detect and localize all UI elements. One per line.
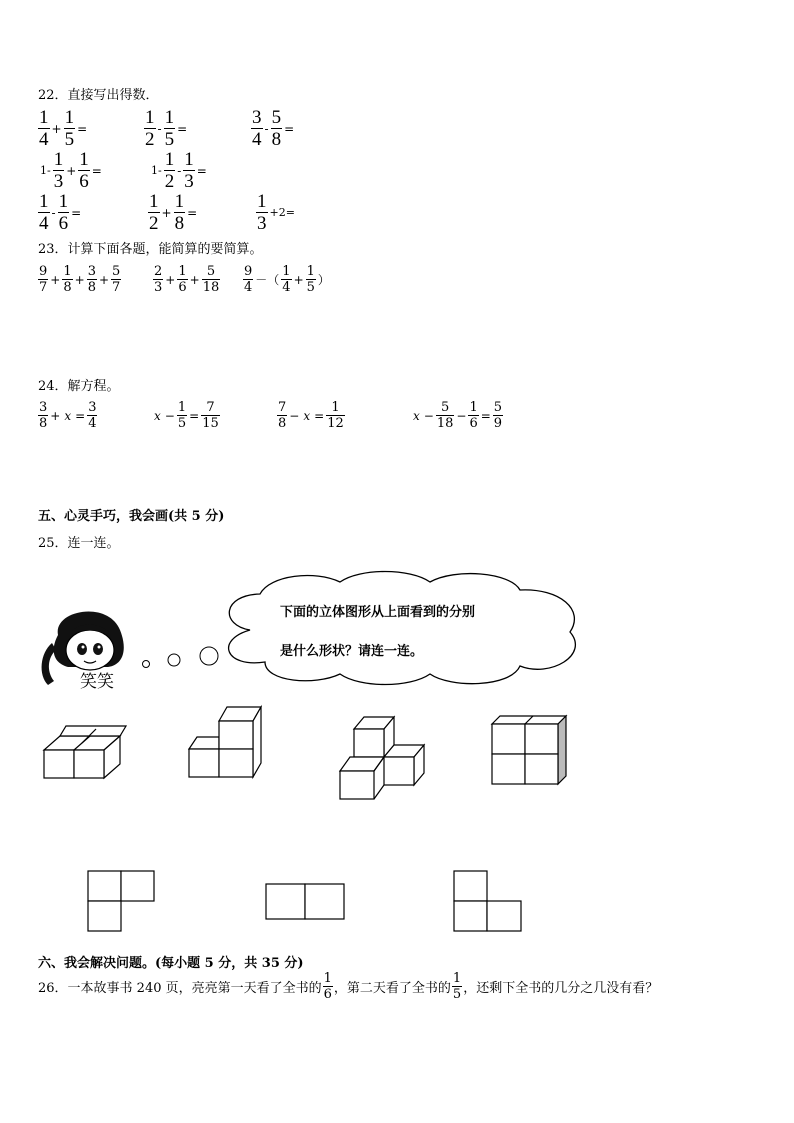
q24-e1: $\frac{3}{8}$ + x = $\frac{3}{4}$	[39, 400, 97, 431]
q26-text: 26．一本故事书 240 页，亮亮第一天看了全书的 $\frac{1}{6}$ ，第二天看了全书的 $\frac{1}{5}$ ，还剩下全书的几分之几没有看？	[38, 971, 659, 1002]
q22-r2-e1: 1- $\frac{1}{3}$ + $\frac{1}{6}$ =	[40, 149, 102, 192]
girl-name-label: 笑笑	[80, 672, 114, 692]
solid-shape-2	[189, 705, 269, 785]
q22-title: 22．直接写出得数．	[38, 88, 159, 103]
top-view-2	[265, 882, 347, 922]
q24-e2: x − $\frac{1}{5}$ = $\frac{7}{15}$	[154, 400, 219, 431]
q24-e3: $\frac{7}{8}$ − x = $\frac{1}{12}$	[278, 400, 344, 431]
q23-e3: $\frac{9}{4}$ －（ $\frac{1}{4}$ + $\frac{1}{5}$ ）	[244, 264, 330, 295]
q25-title: 25．连一连。	[38, 536, 120, 551]
q22-r3-e1: $\frac{1}{4}$ - $\frac{1}{6}$ =	[39, 191, 82, 234]
thought-cloud	[220, 570, 580, 688]
top-view-1	[88, 869, 158, 935]
thought-dots	[138, 644, 222, 672]
q23-e1: $\frac{9}{7}$ + $\frac{1}{8}$ + $\frac{3}{8}$ + $\frac{5}{7}$	[39, 264, 121, 295]
section-6-title: 六、我会解决问题。(每小题 5 分，共 35 分)	[38, 956, 304, 971]
q22-r3-e3: $\frac{1}{3}$ +2=	[257, 191, 295, 234]
solid-shape-3	[340, 715, 430, 803]
top-view-3	[453, 869, 525, 935]
q22-r3-e2: $\frac{1}{2}$ + $\frac{1}{8}$ =	[149, 191, 198, 234]
q23-title: 23．计算下面各题，能简算的要简算。	[38, 242, 263, 257]
q24-e4: x − $\frac{5}{18}$ − $\frac{1}{6}$ = $\frac{5}{9}$	[413, 400, 503, 431]
q22-r1-e1: $\frac{1}{4}$ + $\frac{1}{5}$ =	[39, 107, 88, 150]
q22-r1-e2: $\frac{1}{2}$ - $\frac{1}{5}$ =	[145, 107, 188, 150]
solid-shape-1	[44, 722, 124, 782]
q23-e2: $\frac{2}{3}$ + $\frac{1}{6}$ + $\frac{5}{18}$	[154, 264, 220, 295]
bubble-text-line1: 下面的立体图形从上面看到的分别	[280, 605, 476, 620]
solid-shape-4	[492, 714, 572, 788]
q22-r1-e3: $\frac{3}{4}$ - $\frac{5}{8}$ =	[252, 107, 295, 150]
q24-title: 24．解方程。	[38, 379, 120, 394]
section-5-title: 五、心灵手巧，我会画(共 5 分)	[38, 509, 225, 524]
q22-r2-e2: 1- $\frac{1}{2}$ - $\frac{1}{3}$ =	[151, 149, 207, 192]
bubble-text-line2: 是什么形状？请连一连。	[280, 644, 424, 659]
